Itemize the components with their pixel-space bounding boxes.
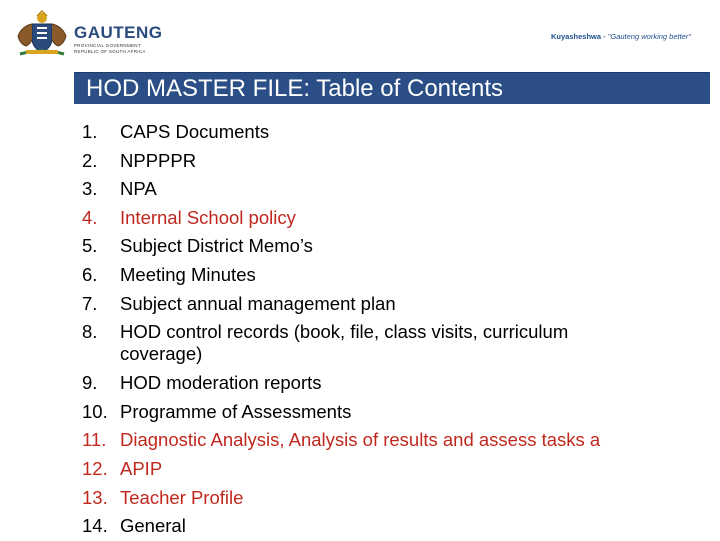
toc-item-text xyxy=(120,204,712,233)
toc-item-text xyxy=(120,290,712,319)
toc-item-number: 3. xyxy=(82,178,98,200)
tagline-quote: - "Gauteng working better" xyxy=(601,32,691,41)
toc-item-number: 4. xyxy=(82,206,98,228)
toc-item-label: HOD moderation reports xyxy=(120,372,322,394)
toc-item-text xyxy=(120,175,712,204)
logo-subtitle-line2: REPUBLIC OF SOUTH AFRICA xyxy=(74,49,146,54)
toc-item-label: Subject annual management plan xyxy=(120,292,396,314)
table-of-contents xyxy=(82,118,712,541)
toc-item xyxy=(82,232,712,261)
coat-of-arms-icon xyxy=(10,10,74,58)
toc-item-text xyxy=(120,147,712,176)
toc-item-number: 5. xyxy=(82,235,98,257)
toc-item-label: Internal School policy xyxy=(120,206,296,228)
toc-item-number: 8. xyxy=(82,321,98,343)
toc-item-number: 13. xyxy=(82,486,108,508)
page-title: HOD MASTER FILE: Table of Contents xyxy=(86,75,504,102)
toc-item-label: APIP xyxy=(120,457,163,479)
toc-item-text xyxy=(120,455,712,484)
toc-item-number: 2. xyxy=(82,149,98,171)
toc-item-label-continued: coverage) xyxy=(120,343,203,365)
toc-item-text xyxy=(120,398,712,427)
toc-item-number: 7. xyxy=(82,292,98,314)
toc-item xyxy=(82,175,712,204)
toc-item-label: CAPS Documents xyxy=(120,121,270,142)
toc-item-label: HOD control records (book, file, class visits, curriculum xyxy=(120,321,569,343)
toc-item xyxy=(82,321,712,365)
title-bar xyxy=(74,72,710,104)
toc-item xyxy=(82,204,712,233)
toc-item-text xyxy=(120,118,712,147)
toc-item xyxy=(82,426,712,455)
toc-item xyxy=(82,455,712,484)
toc-item-number: 11. xyxy=(82,429,107,451)
toc-item-number: 1. xyxy=(82,121,98,142)
toc-item xyxy=(82,398,712,427)
toc-item-text xyxy=(120,321,712,365)
toc-item xyxy=(82,118,712,147)
toc-item xyxy=(82,290,712,319)
toc-item-label: Meeting Minutes xyxy=(120,263,256,285)
toc-item-label: Subject District Memo’s xyxy=(120,235,313,257)
gauteng-logo xyxy=(10,10,163,58)
toc-item-label: Diagnostic Analysis, Analysis of results and assess tasks a xyxy=(120,429,601,451)
logo-wordmark: GAUTENG xyxy=(74,23,163,42)
toc-item xyxy=(82,484,712,513)
toc-item-text xyxy=(120,232,712,261)
toc-item xyxy=(82,512,712,541)
logo-subtitle-line1: PROVINCIAL GOVERNMENT xyxy=(74,43,141,48)
toc-item-text xyxy=(120,261,712,290)
toc-item-text xyxy=(120,484,712,513)
toc-item-text xyxy=(120,369,712,398)
toc-item-label: NPPPPR xyxy=(120,149,197,171)
toc-item-number: 9. xyxy=(82,372,98,394)
toc-item xyxy=(82,147,712,176)
toc-item-number: 10. xyxy=(82,400,108,422)
toc-item-text xyxy=(120,426,712,455)
toc-item xyxy=(82,261,712,290)
toc-item-label: General xyxy=(120,515,186,537)
toc-item-text xyxy=(120,512,712,541)
toc-item-label: Teacher Profile xyxy=(120,486,244,508)
tagline xyxy=(551,32,691,41)
toc-item-label: Programme of Assessments xyxy=(120,400,352,422)
toc-item-number: 6. xyxy=(82,263,98,285)
toc-item-number: 14. xyxy=(82,515,108,537)
toc-item xyxy=(82,369,712,398)
toc-item-number: 12. xyxy=(82,457,108,479)
tagline-word: Kuyasheshwa xyxy=(551,32,602,41)
toc-item-label: NPA xyxy=(120,178,157,200)
